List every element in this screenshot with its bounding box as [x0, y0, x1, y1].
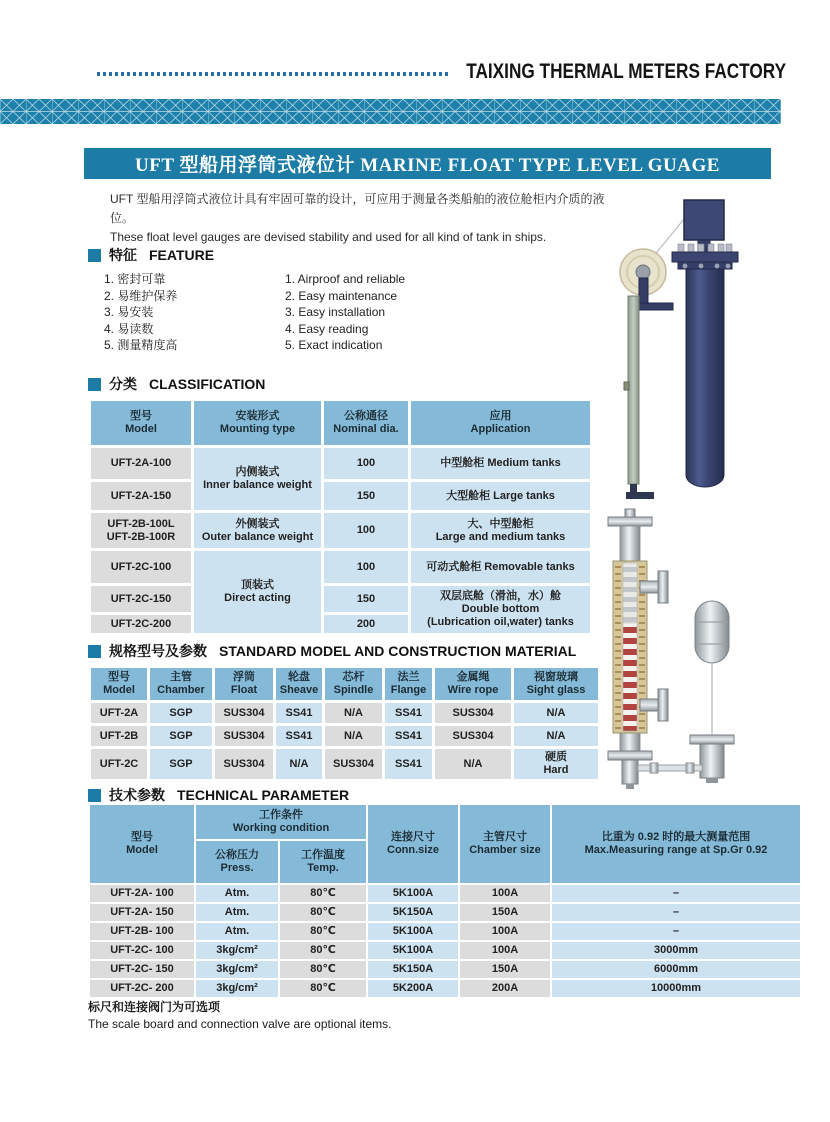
junction-box [684, 200, 724, 240]
guide-flange [690, 735, 734, 744]
col-header-mounting: 安装形式 Mounting type [194, 401, 321, 445]
cell-model: UFT-2B-100L UFT-2B-100R [91, 513, 191, 548]
cell-wire-rope: SUS304 [435, 703, 511, 723]
classification-table [88, 398, 593, 636]
col-header-model: 型号 Model [91, 401, 191, 445]
board-knob [624, 382, 629, 390]
cell-press: Atm. [196, 923, 278, 940]
section-feature-title-zh: 特征 [109, 247, 137, 263]
cell-model: UFT-2C- 100 [90, 942, 194, 959]
cell-flange: SS41 [385, 749, 432, 779]
section-technical-title-zh: 技术参数 [109, 787, 165, 803]
cell-dia: 200 [324, 615, 408, 633]
bottom-flange [608, 751, 652, 760]
footnote-en: The scale board and connection valve are optional items. [88, 1017, 392, 1031]
drain-tip [626, 784, 634, 789]
col-header-sheave: 轮盘 Sheave [276, 668, 322, 700]
cell-chamber: SGP [150, 703, 212, 723]
feature-item-en: 1. Airproof and reliable [285, 272, 406, 286]
table-row [90, 980, 800, 997]
cell-application: 中型舱柜 Medium tanks [411, 448, 590, 479]
guide-tip [706, 778, 718, 783]
float-capsule [695, 601, 729, 663]
top-flange [672, 252, 738, 262]
col-header-press: 公称压力 Press. [196, 841, 278, 883]
col-header-application: 应用 Application [411, 401, 590, 445]
cell-dia: 150 [324, 586, 408, 612]
table-row [91, 482, 590, 510]
cell-mounting: 内侧装式 Inner balance weight [194, 448, 321, 510]
section-feature-title-en: FEATURE [149, 247, 215, 263]
product-title: UFT 型船用浮筒式液位计 MARINE FLOAT TYPE LEVEL GUAGE [135, 155, 720, 176]
cell-flange: SS41 [385, 726, 432, 746]
cell-model: UFT-2A- 100 [90, 885, 194, 902]
list-item [104, 321, 524, 338]
cell-dia: 150 [324, 482, 408, 510]
feature-item-en: 3. Easy installation [285, 305, 386, 319]
cell-dia: 100 [324, 448, 408, 479]
cell-max-range: – [552, 885, 800, 902]
cell-model: UFT-2C [91, 749, 147, 779]
cell-model: UFT-2C- 200 [90, 980, 194, 997]
cell-chamber-size: 100A [460, 885, 550, 902]
section-classification-header [88, 374, 265, 394]
col-header-float: 浮筒 Float [215, 668, 273, 700]
board-foot [626, 492, 654, 499]
cell-temp: 80℃ [280, 904, 366, 921]
cell-conn-size: 5K150A [368, 961, 458, 978]
cell-spindle: N/A [325, 726, 382, 746]
feature-item-en: 2. Easy maintenance [285, 288, 398, 303]
section-technical-title-en: TECHNICAL PARAMETER [177, 787, 350, 803]
cell-mounting: 外侧装式 Outer balance weight [194, 513, 321, 548]
feature-item-zh: 2. 易维护保养 [104, 288, 178, 303]
cell-flange: SS41 [385, 703, 432, 723]
cell-press: Atm. [196, 885, 278, 902]
cell-press: 3kg/cm² [196, 942, 278, 959]
feature-list [104, 271, 524, 354]
drain-stub [622, 760, 638, 784]
cell-temp: 80℃ [280, 980, 366, 997]
factory-name: TAIXING THERMAL METERS FACTORY [466, 60, 786, 83]
cell-mounting: 顶装式 Direct acting [194, 551, 321, 633]
product-title-bar [84, 148, 771, 179]
col-header-model: 型号 Model [91, 668, 147, 700]
section-classification-title-zh: 分类 [109, 376, 137, 392]
cell-application: 大型舱柜 Large tanks [411, 482, 590, 510]
section-bullet-icon [88, 378, 101, 391]
col-header-sight-glass: 视窗玻璃 Sight glass [514, 668, 598, 700]
scale-board [628, 296, 639, 484]
cell-sight-glass: 硬质 Hard [514, 749, 598, 779]
table-row [91, 586, 590, 612]
section-feature-header [88, 245, 214, 265]
cell-conn-size: 5K100A [368, 942, 458, 959]
feature-item-zh: 3. 易安装 [104, 305, 154, 319]
table-row [90, 904, 800, 921]
bracket-arm [639, 303, 673, 310]
section-bullet-icon [88, 249, 101, 262]
cell-model: UFT-2C-200 [91, 615, 191, 633]
cell-chamber-size: 150A [460, 904, 550, 921]
col-header-dia: 公称通径 Nominal dia. [324, 401, 408, 445]
cell-press: Atm. [196, 904, 278, 921]
section-construction-header [88, 641, 576, 661]
cell-model: UFT-2B [91, 726, 147, 746]
top-flange [608, 517, 652, 526]
cell-conn-size: 5K200A [368, 980, 458, 997]
table-header-row [91, 401, 590, 445]
section-classification-title-en: CLASSIFICATION [149, 376, 266, 392]
table-row [91, 448, 590, 479]
cell-float: SUS304 [215, 703, 273, 723]
cell-press: 3kg/cm² [196, 961, 278, 978]
table-row [90, 961, 800, 978]
footnote-zh: 标尺和连接阀门为可选项 [88, 1000, 221, 1014]
guide-body [700, 744, 724, 778]
cell-sheave: SS41 [276, 726, 322, 746]
intro-line-zh: UFT 型船用浮筒式液位计具有牢固可靠的设计，可应用于测量各类船舶的液位舱柜内介质的液位。 [110, 192, 605, 225]
cell-max-range: 10000mm [552, 980, 800, 997]
cell-model: UFT-2C-100 [91, 551, 191, 583]
col-header-flange: 法兰 Flange [385, 668, 432, 700]
feature-item-zh: 4. 易读数 [104, 321, 154, 336]
cell-conn-size: 5K100A [368, 885, 458, 902]
cell-temp: 80℃ [280, 923, 366, 940]
col-header-wire-rope: 金属绳 Wire rope [435, 668, 511, 700]
table-row [91, 551, 590, 583]
table-header-row [91, 668, 598, 700]
table-header-row [90, 805, 800, 839]
cell-max-range: 3000mm [552, 942, 800, 959]
cell-chamber: SGP [150, 749, 212, 779]
table-row [91, 726, 598, 746]
col-header-max-range: 比重为 0.92 时的最大测量范围 Max.Measuring range at Sp.Gr 0.92 [552, 805, 800, 883]
cell-model: UFT-2A-100 [91, 448, 191, 479]
section-construction-title-en: STANDARD MODEL AND CONSTRUCTION MATERIAL [219, 643, 577, 659]
col-header-spindle: 芯杆 Spindle [325, 668, 382, 700]
footnote [88, 999, 392, 1033]
cell-model: UFT-2B- 100 [90, 923, 194, 940]
cell-chamber-size: 100A [460, 923, 550, 940]
lattice-band [0, 99, 781, 124]
cell-spindle: N/A [325, 703, 382, 723]
cell-temp: 80℃ [280, 885, 366, 902]
cell-chamber-size: 150A [460, 961, 550, 978]
cell-temp: 80℃ [280, 942, 366, 959]
table-row [90, 923, 800, 940]
cell-model: UFT-2A-150 [91, 482, 191, 510]
cell-application: 大、中型舱柜 Large and medium tanks [411, 513, 590, 548]
cell-wire-rope: SUS304 [435, 726, 511, 746]
cell-conn-size: 5K150A [368, 904, 458, 921]
col-header-chamber-size: 主管尺寸 Chamber size [460, 805, 550, 883]
product-photo-float-gauge [592, 505, 778, 797]
col-header-model: 型号 Model [90, 805, 194, 883]
cell-max-range: 6000mm [552, 961, 800, 978]
cell-model: UFT-2C- 150 [90, 961, 194, 978]
cell-temp: 80℃ [280, 961, 366, 978]
cell-sheave: N/A [276, 749, 322, 779]
cell-model: UFT-2A- 150 [90, 904, 194, 921]
intro-line-en: These float level gauges are devised stability and used for all kind of tank in ships. [110, 230, 547, 244]
gauge-cylinder [686, 269, 724, 487]
cell-sight-glass: N/A [514, 703, 598, 723]
cell-wire-rope: N/A [435, 749, 511, 779]
cell-sight-glass: N/A [514, 726, 598, 746]
table-row [90, 942, 800, 959]
list-item [104, 304, 524, 321]
cell-chamber: SGP [150, 726, 212, 746]
cell-max-range: – [552, 904, 800, 921]
feature-item-zh: 1. 密封可靠 [104, 272, 166, 286]
table-row [91, 513, 590, 548]
list-item [104, 337, 524, 354]
cell-spindle: SUS304 [325, 749, 382, 779]
section-bullet-icon [88, 645, 101, 658]
flipper-column-red [623, 623, 637, 731]
cell-application: 双层底舱（滑油，水）舱 Double bottom (Lubrication oil,water) tanks [411, 586, 590, 633]
feature-item-en: 4. Easy reading [285, 321, 369, 336]
col-header-temp: 工作温度 Temp. [280, 841, 366, 883]
cell-model: UFT-2C-150 [91, 586, 191, 612]
cell-conn-size: 5K100A [368, 923, 458, 940]
list-item [104, 271, 524, 288]
table-row [90, 885, 800, 902]
connection-tube [638, 763, 702, 773]
cell-chamber-size: 100A [460, 942, 550, 959]
cell-application: 可动式舱柜 Removable tanks [411, 551, 590, 583]
construction-table [88, 665, 601, 782]
col-header-working-condition: 工作条件 Working condition [196, 805, 366, 839]
feature-item-en: 5. Exact indication [285, 338, 383, 352]
table-row [91, 703, 598, 723]
header-dotted-line [97, 72, 449, 76]
cell-dia: 100 [324, 513, 408, 548]
cell-dia: 100 [324, 551, 408, 583]
technical-table [88, 803, 802, 999]
section-technical-header [88, 785, 349, 805]
cell-float: SUS304 [215, 749, 273, 779]
feature-item-zh: 5. 测量精度高 [104, 338, 178, 352]
product-photo-balance-weight-gauge [598, 192, 794, 504]
scale-strip-left [615, 563, 621, 731]
cell-model: UFT-2A [91, 703, 147, 723]
col-header-chamber: 主管 Chamber [150, 668, 212, 700]
cell-press: 3kg/cm² [196, 980, 278, 997]
cell-max-range: – [552, 923, 800, 940]
section-construction-title-zh: 规格型号及参数 [109, 643, 207, 659]
cell-float: SUS304 [215, 726, 273, 746]
intro-paragraph [110, 190, 610, 247]
table-row [91, 749, 598, 779]
flipper-column-top [623, 563, 637, 623]
cell-sheave: SS41 [276, 703, 322, 723]
col-header-conn-size: 连接尺寸 Conn.size [368, 805, 458, 883]
cell-chamber-size: 200A [460, 980, 550, 997]
section-bullet-icon [88, 789, 101, 802]
list-item [104, 288, 524, 305]
